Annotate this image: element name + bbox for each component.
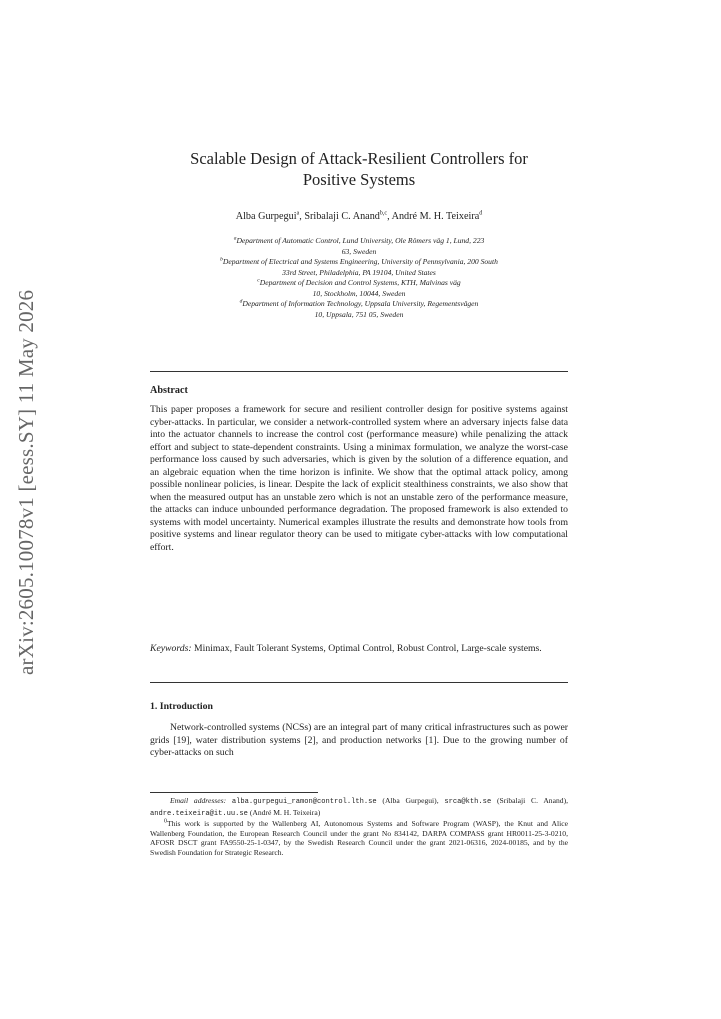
keywords [150,643,568,656]
author-sup: b,c [379,210,388,217]
arxiv-sidebar [14,0,54,1019]
title-line-1: Scalable Design of Attack-Resilient Controllers for [190,149,528,168]
affiliation-cont: 63, Sweden [341,246,377,256]
abstract-bottom-rule [150,682,568,683]
email-owner: (Sribalaji C. Anand), [496,796,568,805]
email-link[interactable]: andre.teixeira@it.uu.se [150,809,248,818]
email-link[interactable]: srca@kth.se [444,798,492,806]
affiliations [140,236,578,320]
affiliation: $^a$Department of Automatic Control, Lund University, Ole Römers väg 1, Lund, 223 [233,235,485,245]
affiliation: $^d$Department of Information Technology, Uppsala University, Regementsvägen [239,298,479,308]
email-label: Email addresses: [170,796,227,805]
email-owner: (Alba Gurpegui), [382,796,439,805]
funding-text: This work is supported by the Wallenberg AI, Autonomous Systems and Software Program (WASP), the Knut and Alice Wallenberg Foundation, the European Research Council under the grant No 834142, DARPA COMPASS grant HR0011-25-3-0210, AFOSR DSCT grant FA9550-25-1-0347, by the Swedish Research Council under the grant 2021-06316, 2024-00185, and by the Swedish Foundation for Strategic Research. [150,819,568,857]
author-name: Sribalaji C. Anand [304,211,380,222]
footnote-rule [150,792,318,793]
footnotes [150,796,568,858]
affiliation-cont: 10, Uppsala, 751 05, Sweden [314,309,404,319]
section-heading: 1. Introduction [150,701,213,712]
arxiv-identifier: arXiv:2605.10078v1 [eess.SY] 11 May 2026 [14,289,38,675]
author-name: André M. H. Teixeira [391,211,480,222]
author-name: Alba Gurpegui [235,211,297,222]
affiliation-cont: 33rd Street, Philadelphia, PA 19104, United States [282,267,436,277]
abstract-text: This paper proposes a framework for secure and resilient controller design for positive systems against cyber-attacks. In particular, we consider a network-controlled system where an adversary injects false data into the actuator channels to increase the control cost (performance measure) while penalizing the attack effort and subject to state-dependent constraints. Using a minimax formulation, we analyze the worst-case performance loss caused by such adversaries, which is given by the solution of a difference equation, and an algebraic equation when the time horizon is infinite. We show that the optimal attack policy, among possible nonlinear policies, is linear. Despite the lack of explicit stealthiness constraints, we also show that when the measured output has an unstable zero which is not an unstable zero of the performance measure, the attacks can induce unbounded performance degradation. The proposed framework is also extended to systems with model uncertainty. Numerical examples illustrate the results and demonstrate how tools from positive systems and linear regulator theory can be used to mitigate cyber-attacks with low computational effort. [150,404,568,553]
author-sup: a [296,210,300,217]
abstract-heading: Abstract [150,385,188,396]
keywords-label: Keywords: [150,643,192,654]
intro-paragraph: Network-controlled systems (NCSs) are an integral part of many critical infrastructures such as power grids [19], water distribution systems [2], and production networks [1]. Due to the growing number of cyber-attacks on such [150,722,568,758]
keywords-text: Minimax, Fault Tolerant Systems, Optimal Control, Robust Control, Large-scale systems. [194,643,542,654]
footnote-mark: 0 [164,818,167,825]
paper-title [150,148,568,190]
affiliation: $^b$Department of Electrical and Systems Engineering, University of Pennsylvania, 200 South [220,256,498,266]
author-list: Alba Gurpegui$^a$, Sribalaji C. Anand$^{b,c}$, André M. H. Teixeira$^d$ [235,210,483,222]
email-owner: (André M. H. Teixeira) [249,807,321,817]
footnote-emails [150,796,568,819]
affiliation: $^c$Department of Decision and Control Systems, KTH, Malvinas väg [257,277,461,287]
email-link[interactable]: alba.gurpegui_ramon@control.lth.se [231,798,377,806]
title-line-2: Positive Systems [302,170,416,189]
author-sup: d [479,210,483,217]
affiliation-cont: 10, Stockholm, 10044, Sweden [312,288,406,298]
footnote-funding [150,819,568,857]
abstract-top-rule [150,371,568,372]
